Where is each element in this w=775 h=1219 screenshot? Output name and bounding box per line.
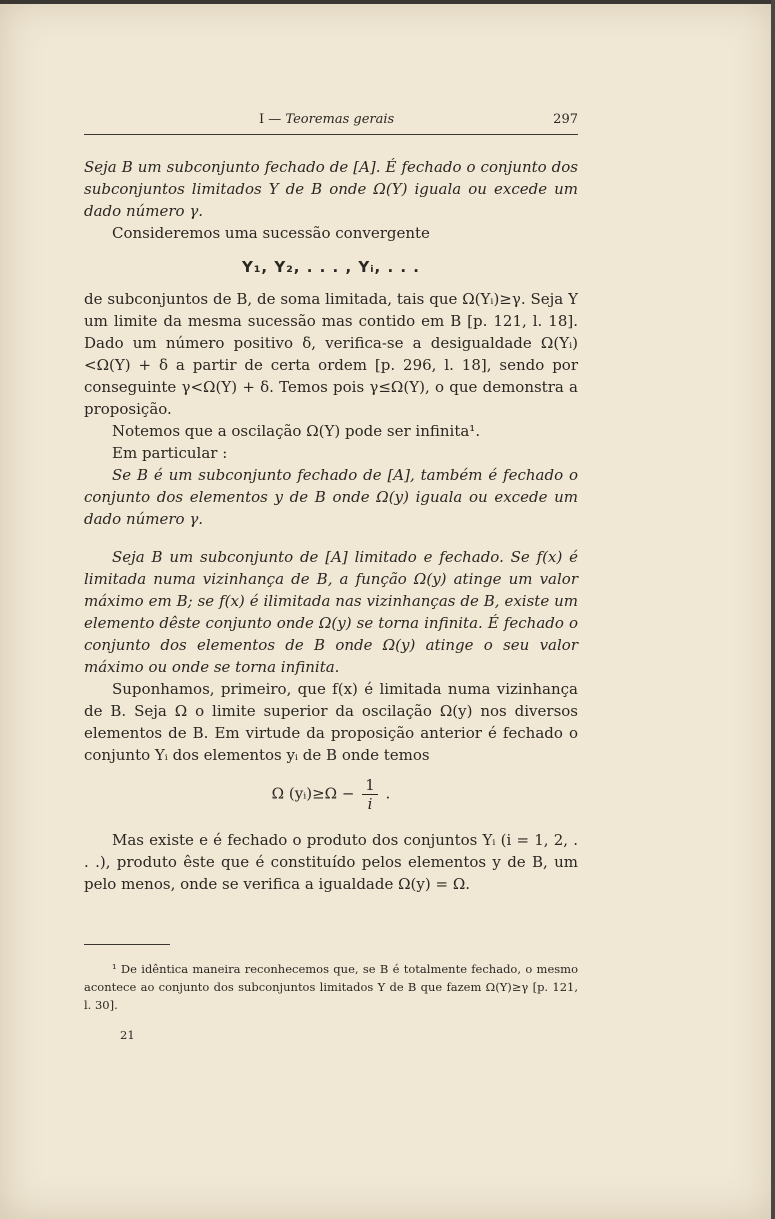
section-number: I — (259, 112, 282, 127)
footnote-rule (84, 944, 170, 945)
formula-end: . (385, 784, 391, 803)
fraction (362, 776, 378, 813)
body-text (84, 156, 578, 895)
footnotes (84, 960, 578, 1014)
proposition-2: Seja B um subconjunto de [A] limitado e fechado. Se f(x) é limitada numa vizinhança de B, a função Ω(y) atinge um valor máximo em B; se f(x) é ilimitada nas vizinhanças de B, existe um elemento dêste conjunto onde Ω(y) se torna infinita. É fechado o conjunto dos elementos de B onde Ω(y) atinge o seu valor máximo ou onde se torna infinita. (84, 548, 578, 676)
sequence-display: Y₁, Y₂, . . . , Yᵢ, . . . (242, 258, 420, 276)
fraction-numerator: 1 (362, 776, 378, 795)
paragraph: de subconjuntos de B, de soma limitada, tais que Ω(Yᵢ)≥γ. Seja Y um limite da mesma sucessão mas contido em B [p. 121, l. 18]. Dado um número positivo δ, verifica-se a desigualdade Ω(Yᵢ)<Ω(Y) + δ a partir de certa ordem [p. 296, l. 18], sendo por conseguinte γ<Ω(Y) + δ. Temos pois γ≤Ω(Y), o que demonstra a proposição. (84, 290, 578, 418)
paragraph: Em particular : (112, 444, 228, 462)
fraction-denominator: i (367, 795, 373, 813)
page-edge-top (0, 0, 775, 4)
section-title: Teoremas gerais (285, 112, 395, 127)
formula-left: Ω (yᵢ)≥Ω − (271, 784, 355, 803)
paragraph: Mas existe e é fechado o produto dos conjuntos Yᵢ (i = 1, 2, . . .), produto êste que é constituído pelos elementos y de B, um pelo menos, onde se verifica a igualdade Ω(y) = Ω. (84, 831, 578, 893)
footnote: ¹ De idêntica maneira reconhecemos que, se B é totalmente fechado, o mesmo acontece ao conjunto dos subconjuntos limitados Y de B que fazem Ω(Y)≥γ [p. 121, l. 30]. (84, 962, 578, 1012)
proposition-1: Seja B um subconjunto fechado de [A]. É fechado o conjunto dos subconjuntos limitados Y de B onde Ω(Y) iguala ou excede um dado número γ. (84, 158, 578, 220)
paragraph: Suponhamos, primeiro, que f(x) é limitada numa vizinhança de B. Seja Ω o limite superior da oscilação Ω(y) nos diversos elementos de B. Em virtude da proposição anterior é fechado o conjunto Yᵢ dos elementos yᵢ de B onde temos (84, 680, 578, 764)
running-header (84, 112, 578, 132)
header-rule (84, 134, 578, 135)
paragraph: Consideremos uma sucessão convergente (112, 224, 430, 242)
page-edge-right (771, 0, 775, 1219)
formula (84, 776, 578, 813)
paragraph: Notemos que a oscilação Ω(Y) pode ser infinita¹. (112, 422, 481, 440)
corollary: Se B é um subconjunto fechado de [A], também é fechado o conjunto dos elementos y de B onde Ω(y) iguala ou excede um dado número γ. (84, 466, 578, 528)
signature-mark: 21 (120, 1028, 135, 1042)
page-number: 297 (553, 112, 578, 127)
